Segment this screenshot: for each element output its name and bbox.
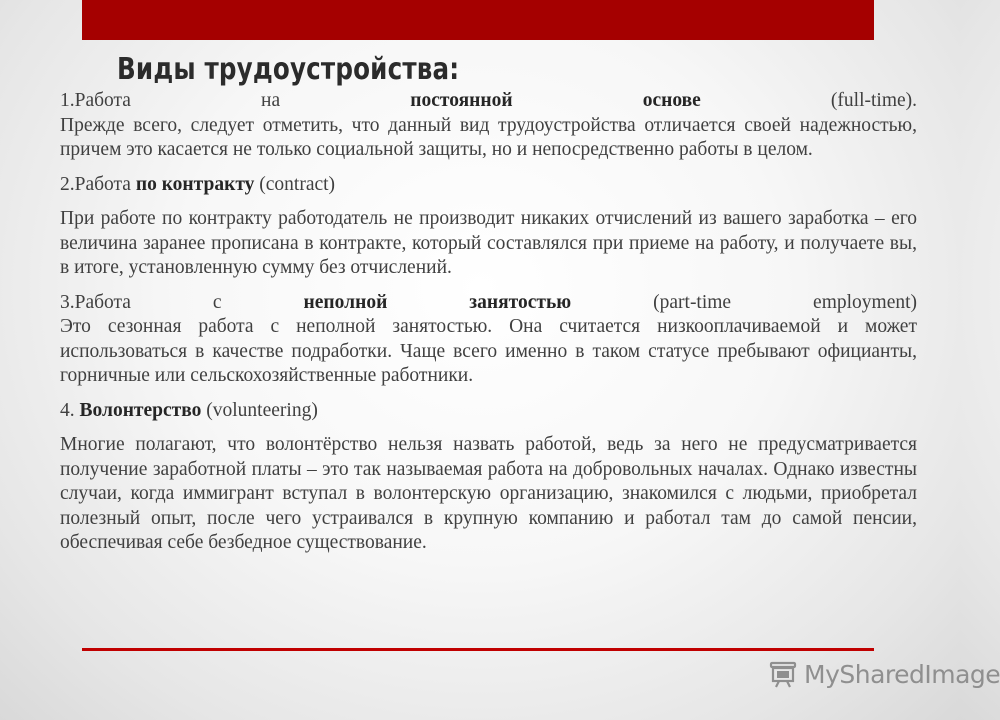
- item-1-term: постоянной основе: [410, 90, 701, 111]
- item-3-heading: [60, 291, 917, 316]
- item-2-suffix: (contract): [254, 173, 336, 195]
- item-4-heading: [60, 399, 917, 424]
- bottom-divider: [82, 648, 874, 651]
- item-2-prefix: 2.Работа: [60, 173, 136, 195]
- item-4-term: Волонтерство: [79, 399, 202, 421]
- item-3-description: Это сезонная работа с неполной занятостью. Она считается низкооплачиваемой и может использоваться в качестве подработки. Чаще всего именно в таком статусе пребывают официанты, горничные или сельскохозяйственные работники.: [60, 316, 917, 386]
- item-3-term: неполной занятостью: [303, 291, 572, 313]
- item-1-description: Прежде всего, следует отметить, что данный вид трудоустройства отличается своей надежностью, причем это касается не только социальной защиты, но и непосредственно работы в целом.: [60, 114, 917, 160]
- item-1-heading: [60, 89, 917, 114]
- item-3-suffix: (part-time employment): [571, 291, 918, 313]
- slide-title: Виды трудоустройства:: [117, 52, 460, 87]
- item-2-description: При работе по контракту работодатель не производит никаких отчислений из вашего заработка – его величина заранее прописана в контракте, который составлялся при приеме на работу, и получаете вы, в итоге, установленную сумму без отчислений.: [60, 208, 917, 278]
- item-4-suffix: (volunteering): [201, 399, 318, 421]
- item-2-term: по контракту: [135, 173, 255, 195]
- item-1-prefix: 1.Работа на: [60, 90, 411, 111]
- item-4-prefix: 4.: [60, 399, 80, 421]
- projector-screen-icon: [768, 659, 798, 689]
- watermark-logo: [768, 656, 1000, 692]
- item-2-heading: [60, 173, 917, 198]
- slide-body: [60, 89, 917, 566]
- item-3-prefix: 3.Работа с: [60, 291, 304, 313]
- top-accent-bar: [82, 0, 874, 40]
- item-1-suffix: (full-time).: [700, 90, 918, 111]
- watermark-text: MySharedImage: [804, 659, 1000, 689]
- item-4-description: Многие полагают, что волонтёрство нельзя назвать работой, ведь за него не предусматривается получение заработной платы – это так называемая работа на добровольных началах. Однако известны случаи, когда иммигрант вступал в волонтерскую организацию, знакомился с людьми, приобретал полезный опыт, после чего устраивался в крупную компанию и работал там до самой пенсии, обеспечивая себе безбедное существование.: [60, 434, 917, 553]
